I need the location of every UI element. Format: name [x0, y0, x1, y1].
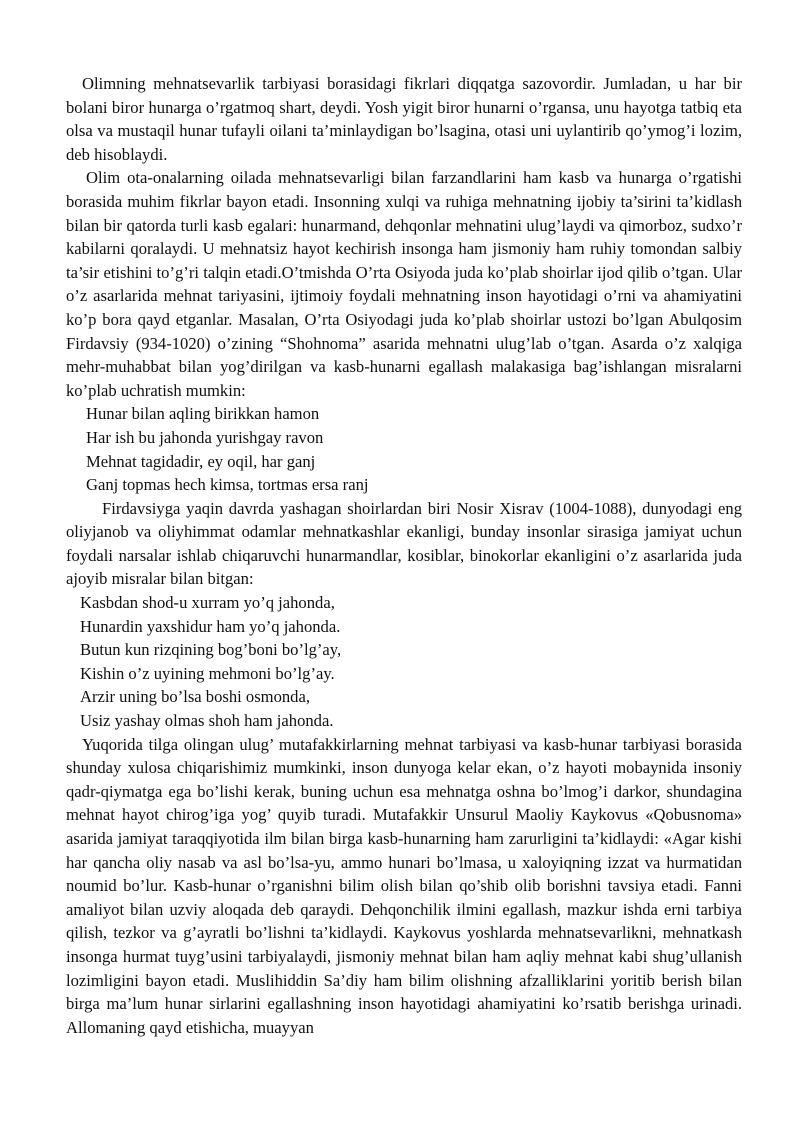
verse-line: Usiz yashay olmas shoh ham jahonda.: [80, 711, 334, 731]
paragraph-nosir-xisrav: Firdavsiyga yaqin davrda yashagan shoirlardan biri Nosir Xisrav (1004-1088), dunyodagi eng oliyjanob va oliyhimmat odamlar mehnatkashlar ekanligi, bunday insonlar sirasiga jamiyat uchun foydali narsalar ishlab chiqaruvchi hunarmandlar, kosiblar, binokorlar ekanligini o’z asarlarida juda ajoyib misralar bilan bitgan:: [66, 498, 742, 589]
document-page: [66, 72, 742, 1039]
verse-firdavsiy: [66, 402, 742, 496]
verse-line: Mehnat tagidadir, ey oqil, har ganj: [86, 451, 316, 471]
verse-line: Kasbdan shod-u xurram yo’q jahonda,: [80, 593, 335, 613]
verse-line: Hunardin yaxshidur ham yo’q jahonda.: [80, 616, 341, 636]
verse-line: Ganj topmas hech kimsa, tortmas ersa ranj: [86, 475, 369, 495]
verse-line: Hunar bilan aqling birikkan hamon: [86, 404, 320, 424]
paragraph-xulosa: Yuqorida tilga olingan ulug’ mutafakkirlarning mehnat tarbiyasi va kasb-hunar tarbiyasi borasida shunday xulosa chiqarishimiz mumkinki, inson dunyoga kelar ekan, o’z hayoti mobaynida insoniy qadr-qiymatga ega bo’lishi kerak, buning uchun esa mehnatga oshna bo’lmog’i darkor, shundagina mehnat hayot chirog’iga yog’ quyib turadi. Mutafakkir Unsurul Maoliy Kaykovus «Qobusnoma» asarida jamiyat taraqqiyotida ilm bilan birga kasb-hunarning ham zarurligini ta’kidlaydi: «Agar kishi har qancha oliy nasab va asl bo’lsa-yu, ammo hunari bo’lmasa, u xaloyiqning izzat va hurmatidan noumid bo’lur. Kasb-hunar o’rganishni bilim olish bilan qo’shib olib borishni tavsiya etadi. Fanni amaliyot bilan uzviy aloqada deb qaraydi. Dehqonchilik ilmini egallash, mazkur ishda erni tarbiya qilish, tezkor va g’ayratli bo’lishni ta’kidlaydi. Kaykovus yoshlarda mehnatsevarlikni, mehnatkash insonga hurmat tuyg’usini tarbiyalaydi, jismoniy mehnat bilan ham aqliy mehnat kabi shug’ullanish lozimligini bayon etadi. Muslihiddin Sa’diy ham bilim olishning afzalliklarini yoritib berish bilan birga ma’lum hunar sirlarini egallashning inson hayotidagi ahamiyatini ko’rsatib berishga urinadi. Allomaning qayd etishicha, muayyan: [66, 734, 742, 1037]
paragraph-mehnatsevarlik: Olimning mehnatsevarlik tarbiyasi borasidagi fikrlari diqqatga sazovordir. Jumladan, u har bir bolani biror hunarga o’rgatmoq shart, deydi. Yosh yigit biror hunarni o’rgansa, unu hayotga tatbiq eta olsa va mustaqil hunar tufayli oilani ta’minlaydigan bo’lsagina, otasi uni uylantirib qo’ymog’i lozim, deb hisoblaydi.: [66, 74, 742, 164]
verse-line: Har ish bu jahonda yurishgay ravon: [86, 427, 324, 447]
verse-nosir-xisrav: [66, 591, 742, 733]
verse-line: Butun kun rizqining bog’boni bo’lg’ay,: [80, 640, 342, 660]
paragraph-ota-onalar: Olim ota-onalarning oilada mehnatsevarligi bilan farzandlarini ham kasb va hunarga o’rgatishi borasida muhim fikrlar bayon etadi. Insonning xulqi va ruhiga mehnatning ijobiy ta’sirini ta’kidlash bilan bir qatorda turli kasb egalari: hunarmand, dehqonlar mehnatini ulug’laydi va qimorboz, sudxo’r kabilarni qoralaydi. U mehnatsiz hayot kechirish insonga ham jismoniy ham ruhiy tomondan salbiy ta’sir etishini to’g’ri talqin etadi.O’tmishda O’rta Osiyoda juda ko’plab shoirlar ijod qilib o’tgan. Ular o’z asarlarida mehnat tariyasini, ijtimoiy foydali mehnatning inson hayotidagi o’rni va ahamiyatini ko’p bora qayd etganlar. Masalan, O’rta Osiyodagi juda ko’plab shoirlar ustozi bo’lgan Abulqosim Firdavsiy (934-1020) o’zining “Shohnoma” asarida mehnatni ulug’lab o’tgan. Asarda o’z xalqiga mehr-muhabbat bilan yog’dirilgan va kasb-hunarni egallash malakasiga bag’ishlangan misralarni ko’plab uchratish mumkin:: [66, 168, 742, 400]
verse-line: Kishin o’z uyining mehmoni bo’lg’ay.: [80, 663, 335, 683]
verse-line: Arzir uning bo’lsa boshi osmonda,: [80, 687, 310, 707]
